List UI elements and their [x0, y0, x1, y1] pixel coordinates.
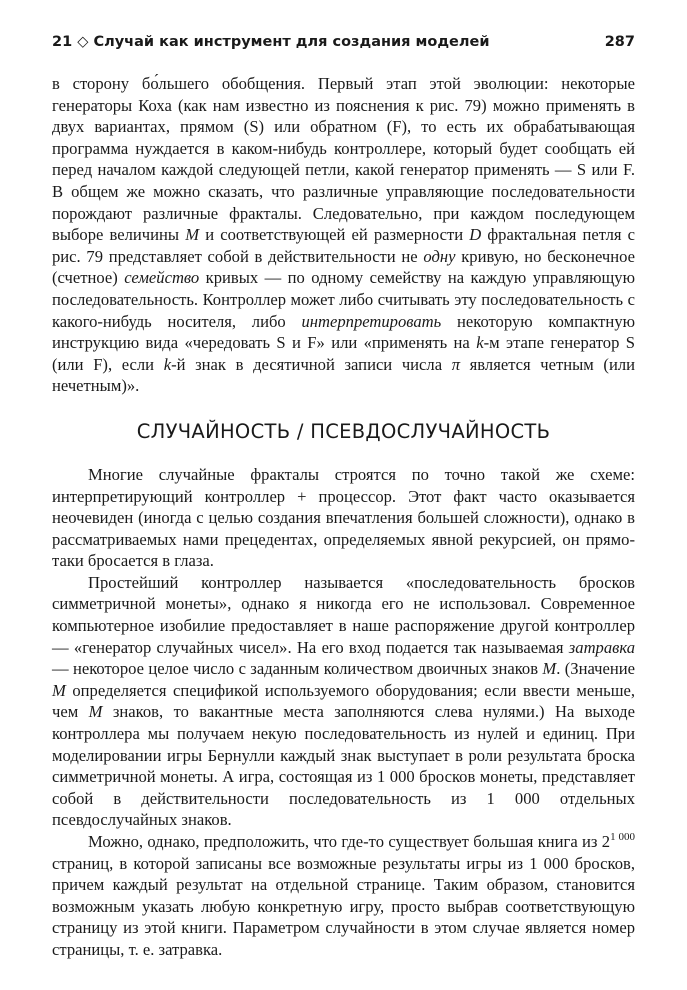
- text-run: знаков, то вакантные места заполняются слева нулями.) На выходе контроллера мы получаем некую последовательность из нулей и единиц. При моделировании игры Бернулли каждый знак выступает в роли результата броска симметричной монеты. А игра, состоящая из 1 000 бросков монеты, представляет собой в действительности последовательность из 1 000 отдельных псевдослучайных знаков.: [52, 702, 635, 830]
- emphasis-seed: затравка: [568, 637, 635, 657]
- exponent: 1 000: [610, 831, 636, 843]
- math-var-k: k: [163, 354, 172, 374]
- emphasis-interpret: интерпретировать: [301, 311, 442, 331]
- text-run: некоторую компактную инструкцию вида «чередовать S и F» или «применять на: [52, 311, 636, 353]
- math-var-M: M: [88, 702, 103, 722]
- chapter-title: Случай как инструмент для создания моделей: [93, 34, 490, 50]
- diamond-separator-icon: ◇: [77, 34, 89, 50]
- text-run: кривую, но бесконечное (счетное): [52, 246, 635, 288]
- section-paragraph-1: Многие случайные фракталы строятся по точно такой же схеме: интерпретирующий контроллер + процессор. Этот факт часто оказывается неочевиден (иногда с целью создания впечатления большей сложности), однако в рассматриваемых нами прецедентах, определяемых явной рекурсией, он прямо-таки бросается в глаза.: [52, 464, 635, 571]
- text-run: является четным (или нечетным)».: [52, 354, 635, 396]
- section-paragraph-2: [52, 572, 635, 831]
- intro-paragraph: [52, 73, 635, 397]
- text-run: страниц, в которой записаны все возможные результаты игры из 1 000 бросков, причем каждый результат на отдельной странице. Таким образом, становится возможным указать любую конкретную игру, просто выбрав соответствующую страницу из этой книги. Параметром случайности в этом случае является номер страницы, т. е. затравка.: [52, 853, 635, 959]
- math-var-M: M: [185, 225, 200, 245]
- page-number: 287: [604, 34, 635, 50]
- text-run: определяется спецификой используемого оборудования; если ввести меньше, чем: [52, 680, 635, 722]
- running-header: [52, 34, 635, 58]
- text-run: кривых — по одному семейству на каждую управляющую последовательность. Контроллер может либо считывать эту последовательность с какого-нибудь носителя, либо: [52, 268, 635, 331]
- section-paragraph-3: [52, 831, 635, 961]
- emphasis-one: одну: [423, 246, 456, 266]
- text-run: — некоторое целое число с заданным количеством двоичных знаков: [52, 659, 539, 679]
- math-var-D: D: [469, 225, 482, 245]
- text-run: Можно, однако, предположить, что где-то существует большая книга из 2: [88, 832, 611, 851]
- math-var-M: M: [52, 680, 66, 700]
- text-run: . (Значение: [556, 659, 635, 679]
- chapter-number: 21: [52, 34, 73, 50]
- math-var-pi: π: [451, 354, 461, 374]
- main-text: [52, 73, 635, 961]
- math-var-k: k: [476, 333, 484, 353]
- text-run: и соответствующей ей размерности: [205, 225, 464, 245]
- text-run: в сторону бо́льшего обобщения. Первый этап этой эволюции: некоторые генераторы Коха (как нам известно из пояснения к рис. 79) можно применять в двух вариантах, прямом (S) или обратном (F), то есть их обрабатывающая программа нуждается в каком-нибудь контроллере, который будет сообщать ей перед началом каждой следующей петли, какой генератор применять — S или F. В общем же можно сказать, что различные управляющие последовательности порождают различные фракталы. Следовательно, при каждом последующем выборе величины: [52, 74, 635, 245]
- text-run: фрактальная петля с рис. 79 представляет собой в действительности не: [52, 225, 636, 266]
- section-heading: СЛУЧАЙНОСТЬ / ПСЕВДОСЛУЧАЙНОСТЬ: [136, 419, 551, 443]
- text-run: -м этапе генератор S (или F), если: [52, 333, 635, 374]
- text-run: Простейший контроллер называется «последовательность бросков симметричной монеты», однако я никогда его не использовал. Современное компьютерное изобилие предоставляет в наше распоряжение другой контроллер — «генератор случайных чисел». На его вход подается так называемая: [52, 572, 635, 657]
- text-run: -й знак в десятичной записи числа: [171, 354, 443, 374]
- emphasis-family: семейство: [124, 268, 200, 288]
- math-var-M: M: [542, 659, 557, 679]
- chapter-heading: [52, 34, 490, 50]
